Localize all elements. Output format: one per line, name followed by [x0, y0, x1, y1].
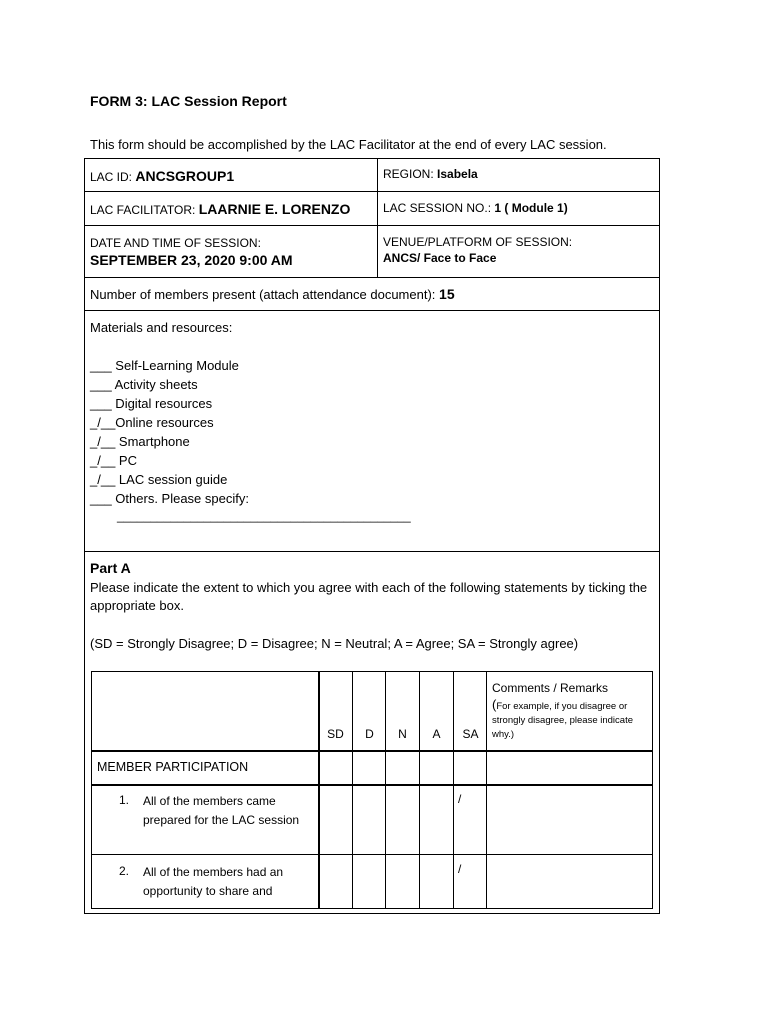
session-report-table — [84, 158, 660, 914]
venue-label: VENUE/PLATFORM OF SESSION: — [383, 235, 573, 249]
region-value: Isabela — [437, 167, 478, 181]
material-item: _/__ PC — [90, 453, 137, 468]
col-sa: SA — [462, 727, 479, 741]
col-n: N — [398, 727, 407, 741]
facilitator-field — [90, 202, 350, 218]
venue-value: ANCS/ Face to Face — [383, 251, 497, 265]
session-no-field — [383, 201, 568, 216]
material-item: ___ Digital resources — [90, 396, 213, 411]
remarks-title: Comments / Remarks — [492, 681, 609, 695]
material-item: ___ Activity sheets — [90, 377, 198, 392]
material-item: _/__Online resources — [90, 415, 214, 430]
rating-legend: (SD = Strongly Disagree; D = Disagree; N = Neutral; A = Agree; SA = Strongly agree) — [90, 636, 579, 651]
part-a-instruction: Please indicate the extent to which you agree with each of the following statements by ticking the appropriate box. — [90, 580, 648, 613]
col-a: A — [432, 727, 441, 741]
remarks-note-paren: ( — [492, 697, 497, 712]
specify-line: ____________________________________________ — [117, 509, 411, 523]
section-member-participation: MEMBER PARTICIPATION — [97, 760, 249, 774]
form-title: FORM 3: LAC Session Report — [90, 93, 287, 109]
facilitator-label: LAC FACILITATOR: — [90, 203, 196, 217]
col-d: D — [365, 727, 374, 741]
rating-table — [91, 671, 653, 909]
material-item: ___ Self-Learning Module — [90, 358, 239, 373]
members-label: Number of members present (attach attendance document): — [90, 287, 436, 302]
material-item: _/__ Smartphone — [90, 434, 190, 449]
item-number: 1. — [119, 793, 130, 807]
col-sd: SD — [327, 727, 344, 741]
members-value: 15 — [439, 286, 455, 302]
session-no-value: 1 ( Module 1) — [494, 201, 568, 215]
materials-heading: Materials and resources: — [90, 320, 233, 335]
date-label: DATE AND TIME OF SESSION: — [90, 236, 261, 250]
item-statement: All of the members had an opportunity to share and — [143, 865, 284, 898]
tick-mark: / — [458, 862, 462, 876]
session-no-label: LAC SESSION NO.: — [383, 201, 492, 215]
date-value: SEPTEMBER 23, 2020 9:00 AM — [90, 252, 293, 268]
item-number: 2. — [119, 864, 130, 878]
material-item: _/__ LAC session guide — [90, 472, 228, 487]
part-a-heading: Part A — [90, 560, 131, 576]
members-present-field — [90, 287, 455, 302]
form-intro: This form should be accomplished by the LAC Facilitator at the end of every LAC session. — [90, 137, 607, 152]
remarks-note — [492, 698, 652, 742]
facilitator-value: LAARNIE E. LORENZO — [198, 201, 351, 217]
region-field — [383, 167, 478, 182]
lac-id-label: LAC ID: — [90, 170, 133, 184]
material-item: ___ Others. Please specify: — [90, 491, 249, 506]
item-statement: All of the members came prepared for the LAC session — [143, 794, 300, 827]
lac-id-field — [90, 169, 234, 185]
region-label: REGION: — [383, 167, 434, 181]
tick-mark: / — [458, 792, 462, 806]
remarks-note-text: For example, if you disagree or strongly disagree, please indicate why.) — [492, 701, 634, 740]
lac-id-value: ANCSGROUP1 — [135, 168, 235, 184]
